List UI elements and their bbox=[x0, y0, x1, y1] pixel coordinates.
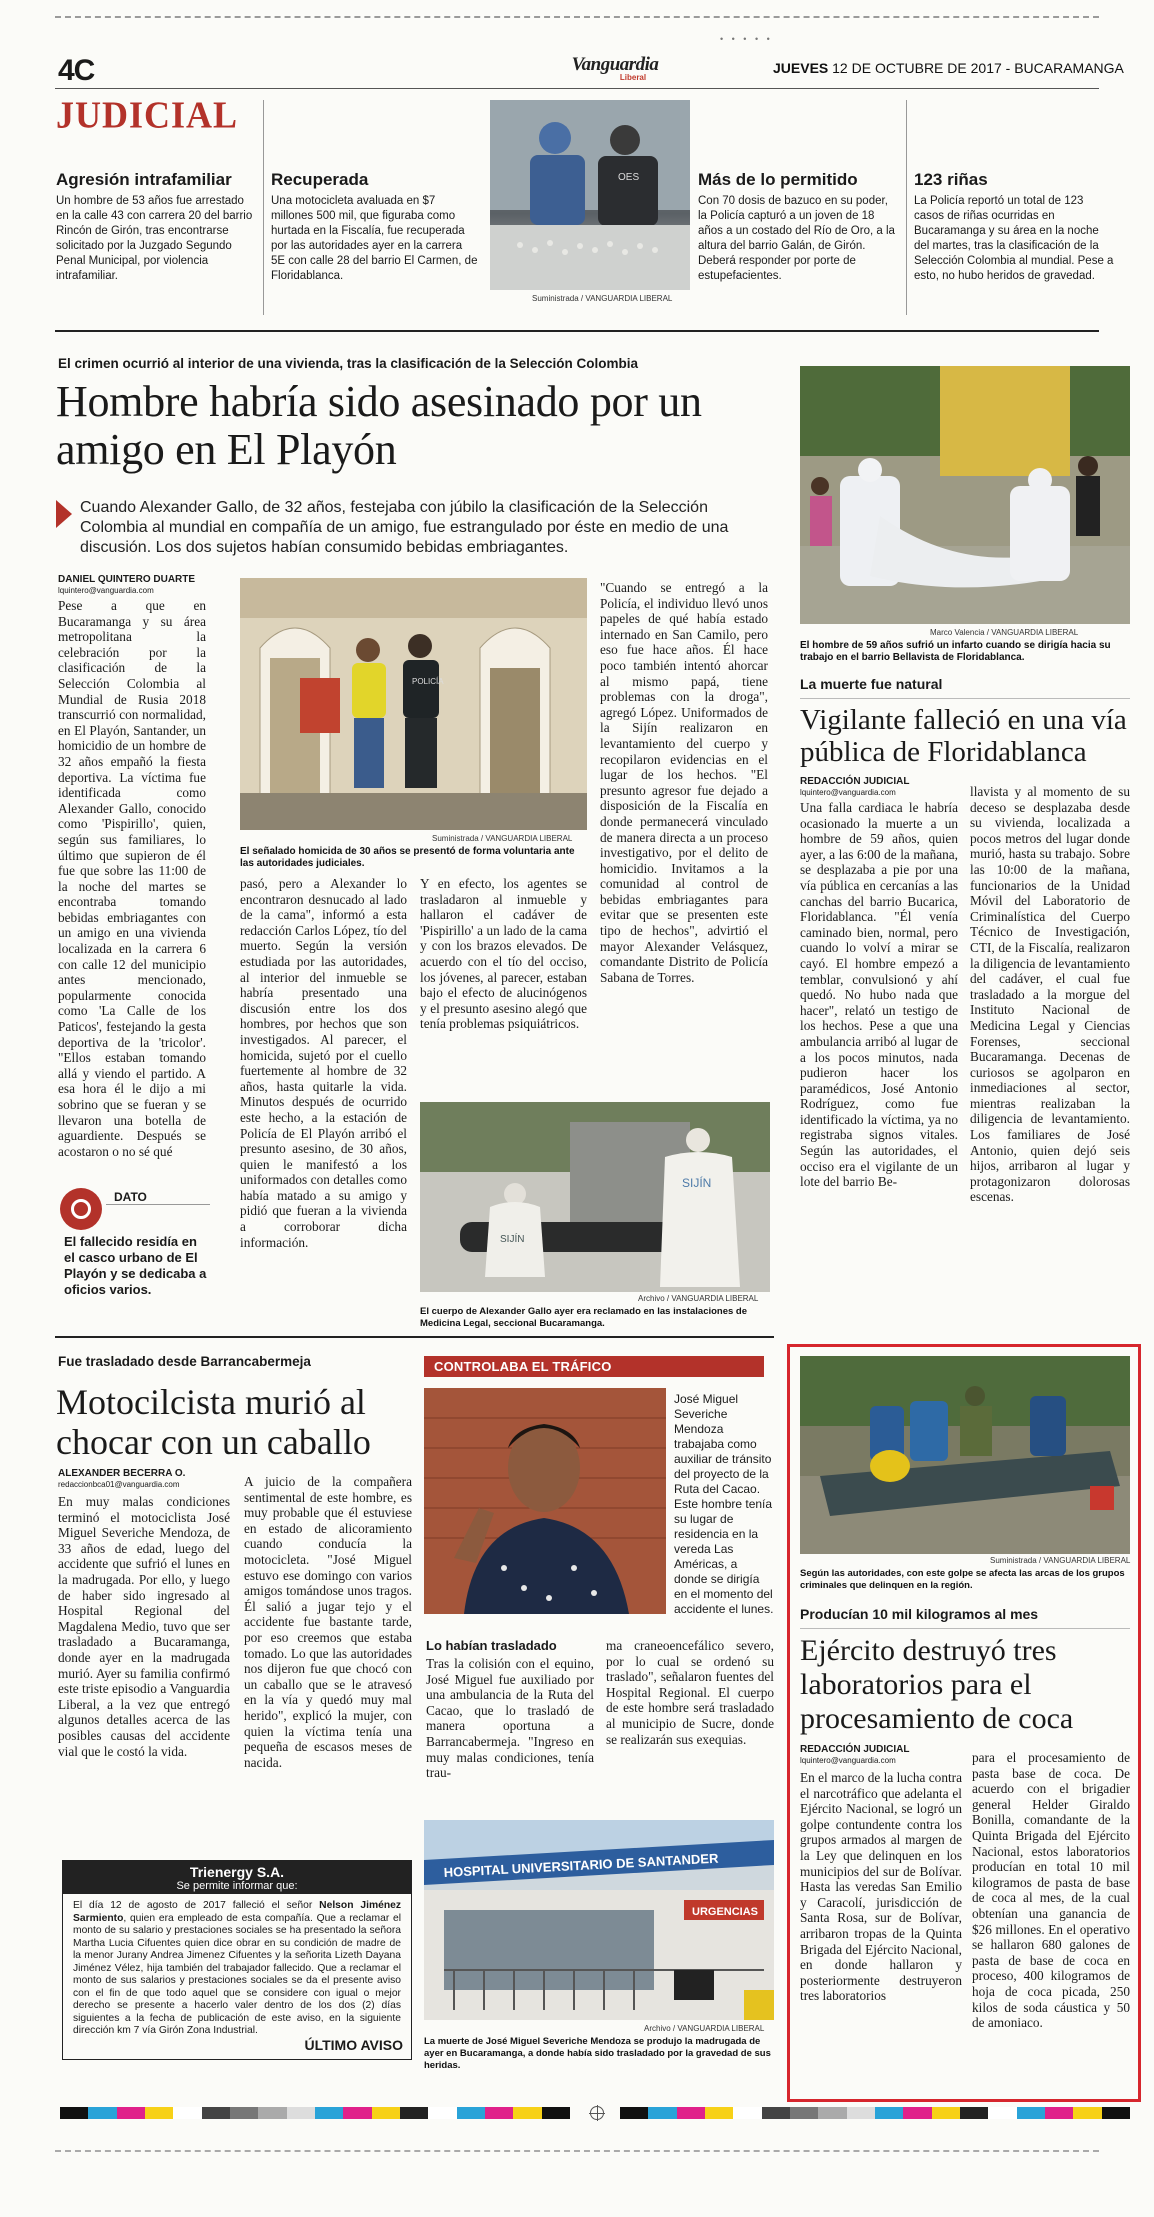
top-dots: • • • • • bbox=[720, 34, 773, 44]
ejercito-photo-credit: Suministrada / VANGUARDIA LIBERAL bbox=[990, 1556, 1131, 1565]
vigilante-headline: Vigilante falleció en una vía pública de Floridablanca bbox=[800, 704, 1127, 768]
ejercito-headline: Ejército destruyó tres laboratorios para el procesamiento de coca bbox=[800, 1634, 1074, 1735]
svg-text:SIJÍN: SIJÍN bbox=[682, 1176, 712, 1190]
notice-sub: Se permite informar que: bbox=[176, 1880, 298, 1892]
newspaper-logo bbox=[560, 54, 670, 82]
svg-text:SIJÍN: SIJÍN bbox=[500, 1234, 525, 1245]
lede-marker bbox=[56, 500, 72, 528]
date-text: 12 DE OCTUBRE DE 2017 - BUCARAMANGA bbox=[828, 60, 1124, 76]
vigilante-photo-credit: Marco Valencia / VANGUARDIA LIBERAL bbox=[930, 628, 1079, 637]
vigilante-photo bbox=[800, 366, 1130, 624]
color-bar-left bbox=[60, 2107, 570, 2119]
author-email: lquintero@vanguardia.com bbox=[800, 1756, 896, 1765]
notice-last: ÚLTIMO AVISO bbox=[304, 2037, 403, 2053]
color-bar-right bbox=[620, 2107, 1130, 2119]
vigilante-col2: llavista y al momento de su deceso se desplazaba desde su vivienda, localizada a pocos metros del lugar donde murió, hasta su trabajo. Sobre las 10:00 de la mañana, funcionarios de la Unidad Móvil del Laboratorio de Criminalística del Cuerpo Técnico de Investigación, CTI, de la Fiscalía, realizaron la diligencia de levantamiento del cadáver, el cual fue trasladado a la morgue del Instituto Nacional de Medicina Legal y Ciencias Forenses, seccional Bucaramanga. Decenas de curiosos se agolparon en inmediaciones al sector, mientras realizaban la diligencia de levantamiento. Los familiares de José Antonio, quien dejó seis hijos, arribaron al lugar y protagonizaron dolorosas escenas. bbox=[970, 784, 1130, 1205]
main-col2: pasó, pero a Alexander lo encontraron desnucado al lado de la cama", informó a esta redacción Carlos López, tío del muerto. Según la versión estudiada por las autoridades, al interior del inmueble se habría presentado una discusión entre los dos hombres, por hechos que son investigados. Al parecer, el homicida, sujetó por el cuello fuertemente al hombre de 32 años, hasta quitarle la vida. Minutos después de ocurrido este hecho, a la estación de Policía de El Playón arribó el presunto asesino, de 30 años, quien le manifestó a los uniformados con detalles como había matado a su amigo y pidió que fueran a la vivienda a corroborar dicha información. bbox=[240, 876, 407, 1250]
brief-title: Más de lo permitido bbox=[698, 170, 858, 189]
moto-kicker: Fue trasladado desde Barrancabermeja bbox=[58, 1354, 311, 1369]
brief-photo-detainees bbox=[490, 100, 690, 290]
moto-sidebar: José Miguel Severiche Mendoza trabajaba como auxiliar de tránsito del proyecto de la Ruta del Cacao. Este hombre tenía su lugar de residencia en la vereda Las Américas, a donde se dirigía en el momento del accidente el lunes. bbox=[674, 1392, 774, 1616]
main-photo-body bbox=[420, 1102, 770, 1292]
ejercito-kicker: Producían 10 mil kilogramos al mes bbox=[800, 1606, 1039, 1622]
photo2-credit: Archivo / VANGUARDIA LIBERAL bbox=[638, 1294, 759, 1303]
brief-title: Agresión intrafamiliar bbox=[56, 170, 232, 189]
notice-company: Trienergy S.A. bbox=[189, 1864, 285, 1880]
author-email: lquintero@vanguardia.com bbox=[800, 788, 896, 797]
brief-rinas bbox=[914, 170, 1114, 284]
main-col3: Y en efecto, los agentes se trasladaron al inmueble y hallaron el cadáver de 'Pispirillo' a un lado de la cama y con los brazos elevados. De acuerdo con el tío del occiso, los jóvenes, al parecer, estaban bajo el efecto de alucinógenos y el presunto asesino alegó que tenía problemas psiquiátricos. bbox=[420, 876, 587, 1032]
moto-portrait bbox=[424, 1388, 666, 1614]
hospital-photo bbox=[424, 1820, 774, 2020]
ejercito-photo-caption: Según las autoridades, con este golpe se afecta las arcas de los grupos criminales que delinquen en la región. bbox=[800, 1568, 1125, 1591]
main-lede: Cuando Alexander Gallo, de 32 años, festejaba con júbilo la clasificación de la Selección Colombia al mundial en compañía de un amigo, fue estrangulado por éste en medio de una discusión. Los dos sujetos habían consumido bebidas embriagantes. bbox=[80, 499, 729, 556]
author: REDACCIÓN JUDICIAL bbox=[800, 1744, 910, 1755]
moto-subhead: Lo habían trasladado bbox=[426, 1638, 557, 1653]
brief-text: Un hombre de 53 años fue arrestado en la calle 43 con carrera 20 del barrio Rincón de Girón, tras encontrarse solicitado por la Juzgado Segundo Penal Municipal, por violencia intrafamiliar. bbox=[56, 195, 253, 282]
vigilante-rule bbox=[800, 698, 1130, 699]
vigilante-col1: Una falla cardiaca le habría ocasionado la muerte a un hombre de 59 años, quien ayer, a las 6:00 de la mañana, se desplazaba a pie por una vía pública en cercanías a las canchas del barrio Bucarica, Floridablanca. "Él venía caminado bien, normal, pero cuando lo volví a mirar se cayó. El hombre empezó a temblar, convulsionó y ahí quedó. No hubo nada que hacer", relató un testigo de los hechos. Pese a que una ambulancia arribó al lugar de a los pocos minutos, nada pudieron hacer los paramédicos, José Antonio Rodríguez, como fue identificado la víctima, ya no registraba signos vitales. Según las autoridades, el occiso era el vigilante de un lote del barrio Be- bbox=[800, 800, 958, 1190]
urgencias-sign: URGENCIAS bbox=[692, 1906, 759, 1918]
svg-text:OES: OES bbox=[618, 172, 640, 183]
vigilante-kicker: La muerte fue natural bbox=[800, 676, 943, 692]
hospital-photo-caption: La muerte de José Miguel Severiche Mendoza se produjo la madrugada de ayer en Bucaramanga, a donde había sido trasladado por la gravedad de sus heridas. bbox=[424, 2036, 771, 2071]
author: REDACCIÓN JUDICIAL bbox=[800, 776, 910, 787]
author-email: lquintero@vanguardia.com bbox=[58, 586, 154, 595]
hospital-photo-credit: Archivo / VANGUARDIA LIBERAL bbox=[644, 2024, 765, 2033]
notice-header bbox=[63, 1861, 411, 1894]
notice-body bbox=[63, 1894, 411, 2044]
brief-text: Una motocicleta avaluada en $7 millones 500 mil, que figuraba como hurtada en la Fiscalía, fue recuperada por las autoridades ayer en la carrera 5E con calle 28 del barrio El Carmen, de Floridablanca. bbox=[271, 195, 478, 282]
brief-divider bbox=[263, 100, 264, 315]
ejercito-rule bbox=[800, 1628, 1130, 1629]
brief-divider bbox=[906, 100, 907, 315]
logo-text: Vanguardia bbox=[571, 54, 659, 75]
main-byline bbox=[58, 574, 208, 596]
logo-sub: Liberal bbox=[619, 73, 647, 82]
photo1-credit: Suministrada / VANGUARDIA LIBERAL bbox=[432, 834, 573, 843]
bottom-rule bbox=[55, 2150, 1099, 2152]
author: DANIEL QUINTERO DUARTE bbox=[58, 574, 196, 585]
brief-mas-permitido bbox=[698, 170, 898, 284]
moto-col2: A juicio de la compañera sentimental de este hombre, es muy probable que él estuviese en estado de alicoramiento cuando conducía la motocicleta. "José Miguel estuvo ese domingo con varios amigos tomándose unos tragos. Él salió a jugar tejo y el accidente fue bastante tarde, por eso creemos que estaba tomado. Lo que las autoridades nos dijeron fue que chocó con un caballo que se le atravesó en la vía y quedó muy mal herido", explicó la mujer, con quien la víctima tenía una pequeña de escasos meses de nacida. bbox=[244, 1474, 412, 1770]
issue-date bbox=[773, 60, 1124, 76]
notice-text-a: El día 12 de agosto de 2017 falleció el señor bbox=[73, 1900, 320, 1911]
hospital-sign: HOSPITAL UNIVERSITARIO DE SANTANDER bbox=[443, 1850, 719, 1880]
section-rule bbox=[55, 330, 1099, 332]
brief-text: Con 70 dosis de bazuco en su poder, la Policía capturó a un joven de 18 años a un costado del Río de Oro, a la altura del barrio Galán, de Girón. Deberá responder por porte de estupefacientes. bbox=[698, 195, 895, 282]
vigilante-photo-caption: El hombre de 59 años sufrió un infarto cuando se dirigía hacia su trabajo en el barrio Bellavista de Floridablanca. bbox=[800, 640, 1111, 663]
moto-col4: ma craneoencefálico severo, por lo cual se ordenó su traslado", señalaron fuentes del Hospital Regional. El cuerpo de este hombre será trasladado al municipio de Sucre, donde se realizarán sus exequias. bbox=[606, 1638, 774, 1747]
masthead-rule bbox=[55, 88, 1099, 89]
brief-photo-credit: Suministrada / VANGUARDIA LIBERAL bbox=[532, 294, 673, 303]
dato-box bbox=[60, 1188, 210, 1308]
main-col4: "Cuando se entregó a la Policía, el individuo llevó unos papeles de qué había estado internado en San Camilo, pero eso fue hace años. Él hace poco también intentó ahorcar al mismo papá, tiene problemas con la droga", agregó López. Uniformados de la Sijín realizaron en levantamiento del cuerpo y recopilaron evidencias en el lugar de los hechos. "El presunto agresor fue dejado a disposición de la Fiscalía en donde permanecerá vinculado de manera directa a un proceso investigativo, por el delito de homicidio. Invitamos a la comunidad al control de bebidas embriagantes para evitar que se presenten este tipo de hechos", advirtió el mayor Alexander Velásquez, comandante Distrito de Policía Sabana de Torres. bbox=[600, 580, 768, 985]
moto-tag: CONTROLABA EL TRÁFICO bbox=[424, 1356, 764, 1377]
section-rule bbox=[55, 1336, 774, 1338]
registration-mark bbox=[590, 2106, 604, 2120]
ejercito-col2: para el procesamiento de pasta base de coca. De acuerdo con el brigadier general Helder Giraldo Bonilla, comandante de la Quinta Brigada del Ejército Nacional, estos laboratorios producían en total 10 mil kilogramos de pasta de base de coca al mes, de la cual obtenían una ganancia de $26 millones. En el operativo se hallaron 680 galones de pasta de base de coca en proceso, 400 kilogramos de hoja de coca picada, 250 kilos de soda cáustica y 50 de amoniaco. bbox=[972, 1750, 1130, 2031]
photo2-caption: El cuerpo de Alexander Gallo ayer era reclamado en las instalaciones de Medicina Legal, seccional Bucaramanga. bbox=[420, 1306, 748, 1329]
brief-text: La Policía reportó un total de 123 casos de riñas ocurridas en Bucaramanga y su área en la noche del martes, tras la clasificación de la Selección Colombia al mundial. Pese a esto, no hubo heridos de gravedad. bbox=[914, 195, 1114, 282]
brief-title: Recuperada bbox=[271, 170, 369, 189]
ejercito-col1: En el marco de la lucha contra el narcotráfico que adelanta el Ejército Nacional, se logró un golpe contundente contra los grupos armados al margen de la Ley que delinquen en los municipios del sur de Bolívar. Hasta las veredas San Emilio y Caracolí, jurisdicción de Santa Rosa, sur de Bolívar, arribaron tropas de la Quinta Brigada del Ejército Nacional, en donde hallaron y posteriormente destruyeron tres laboratorios bbox=[800, 1770, 962, 2004]
notice-text-c: , quien era empleado de esta compañía. Que a reclamar el monto de su salario y prestaciones sociales se ha presentado la señora Martha Lucia Cifuentes quien dice obrar en su condición de madre de la menor Jurany Andrea Jimenez Cifuentes y la señorita Lizeth Dayana Jiménez Vélez, hija también del trabajador fallecido. Que a reclamar el monto de sus salarios y prestaciones sociales se da el presente aviso con el fin de que todo aquel que se considere con igual o mejor derecho se presente a hacerlo valer dentro de los dos (2) días siguientes a la fecha de publicación de este aviso, en la siguiente dirección km 7 vía Girón Zona Industrial. bbox=[73, 1912, 401, 2036]
moto-byline bbox=[58, 1468, 258, 1490]
notice-box bbox=[62, 1860, 412, 2060]
notice-name: Nelson Jiménez Sarmiento bbox=[73, 1900, 401, 1924]
dato-text: El fallecido residía en el casco urbano de El Playón y se dedicaba a oficios varios. bbox=[64, 1234, 207, 1297]
photo1-caption: El señalado homicida de 30 años se presentó de forma voluntaria ante las autoridades judiciales. bbox=[240, 846, 575, 869]
moto-col3: Tras la colisión con el equino, José Miguel fue auxiliado por una ambulancia de la Ruta del Cacao, que lo trasladó de manera oportuna a Barrancabermeja. "Ingreso en muy malas condiciones, tenía trau- bbox=[426, 1656, 594, 1781]
brief-agresion bbox=[56, 170, 256, 284]
moto-col1: En muy malas condiciones terminó el motociclista José Miguel Severiche Mendoza, de 33 años de edad, luego del accidente que sufrió el lunes en la madrugada. Por ello, y luego de haber sido ingresado al Hospital Regional del Magdalena Medio, tuvo que ser trasladado a Bucaramanga, donde ayer en la madrugada murió. Ayer su familia confirmó este triste episodio a Vanguardia Liberal, a la vez que entregó algunos detalles acerca de las posibles causas del accidente vial que le costó la vida. bbox=[58, 1494, 230, 1759]
top-rule bbox=[55, 16, 1099, 18]
ejercito-photo bbox=[800, 1356, 1130, 1554]
svg-text:POLICÍA: POLICÍA bbox=[412, 677, 444, 686]
main-kicker: El crimen ocurrió al interior de una vivienda, tras la clasificación de la Selección Colombia bbox=[58, 356, 638, 371]
date-day: JUEVES bbox=[773, 60, 829, 76]
brief-recuperada bbox=[271, 170, 479, 284]
author-email: redaccionbca01@vanguardia.com bbox=[58, 1480, 180, 1489]
main-headline: Hombre habría sido asesinado por un amigo en El Playón bbox=[56, 377, 702, 474]
section-title: JUDICIAL bbox=[56, 94, 239, 136]
dato-icon-inner bbox=[71, 1199, 91, 1219]
ejercito-byline bbox=[800, 1744, 1000, 1766]
author: ALEXANDER BECERRA O. bbox=[58, 1468, 186, 1479]
dato-rule bbox=[106, 1204, 210, 1205]
page-number: 4C bbox=[58, 54, 95, 87]
main-col1: Pese a que en Bucaramanga y su área metropolitana la celebración por la clasificación de la Selección Colombia al Mundial de Rusia 2018 transcurrió con normalidad, en El Playón, Santander, un homicidio de un hombre de 32 años empañó la fiesta deportiva. La víctima fue identificada como Alexander Gallo, conocido como 'Pispirillo', quien, según sus familiares, lo último que supieron de él fue que sobre las 11:00 de la noche del martes se encontraba tomando bebidas embriagantes con un amigo en una vivienda localizada en la carrera 6 con calle 12 del municipio antes mencionado, popularmente conocida como 'La Calle de los Paticos', festejando la gesta deportiva de la 'tricolor'. "Ellos estaban tomando allá y viendo el partido. A esa hora él le dijo a mi sobrino que se fueran y se llevaron una botella de aguardiente. Después se acostaron o no sé qué bbox=[58, 598, 206, 1159]
dato-label: DATO bbox=[114, 1190, 147, 1204]
main-photo-suspect bbox=[240, 578, 587, 830]
brief-title: 123 riñas bbox=[914, 170, 988, 189]
moto-headline: Motocilcista murió al chocar con un caballo bbox=[56, 1382, 371, 1462]
